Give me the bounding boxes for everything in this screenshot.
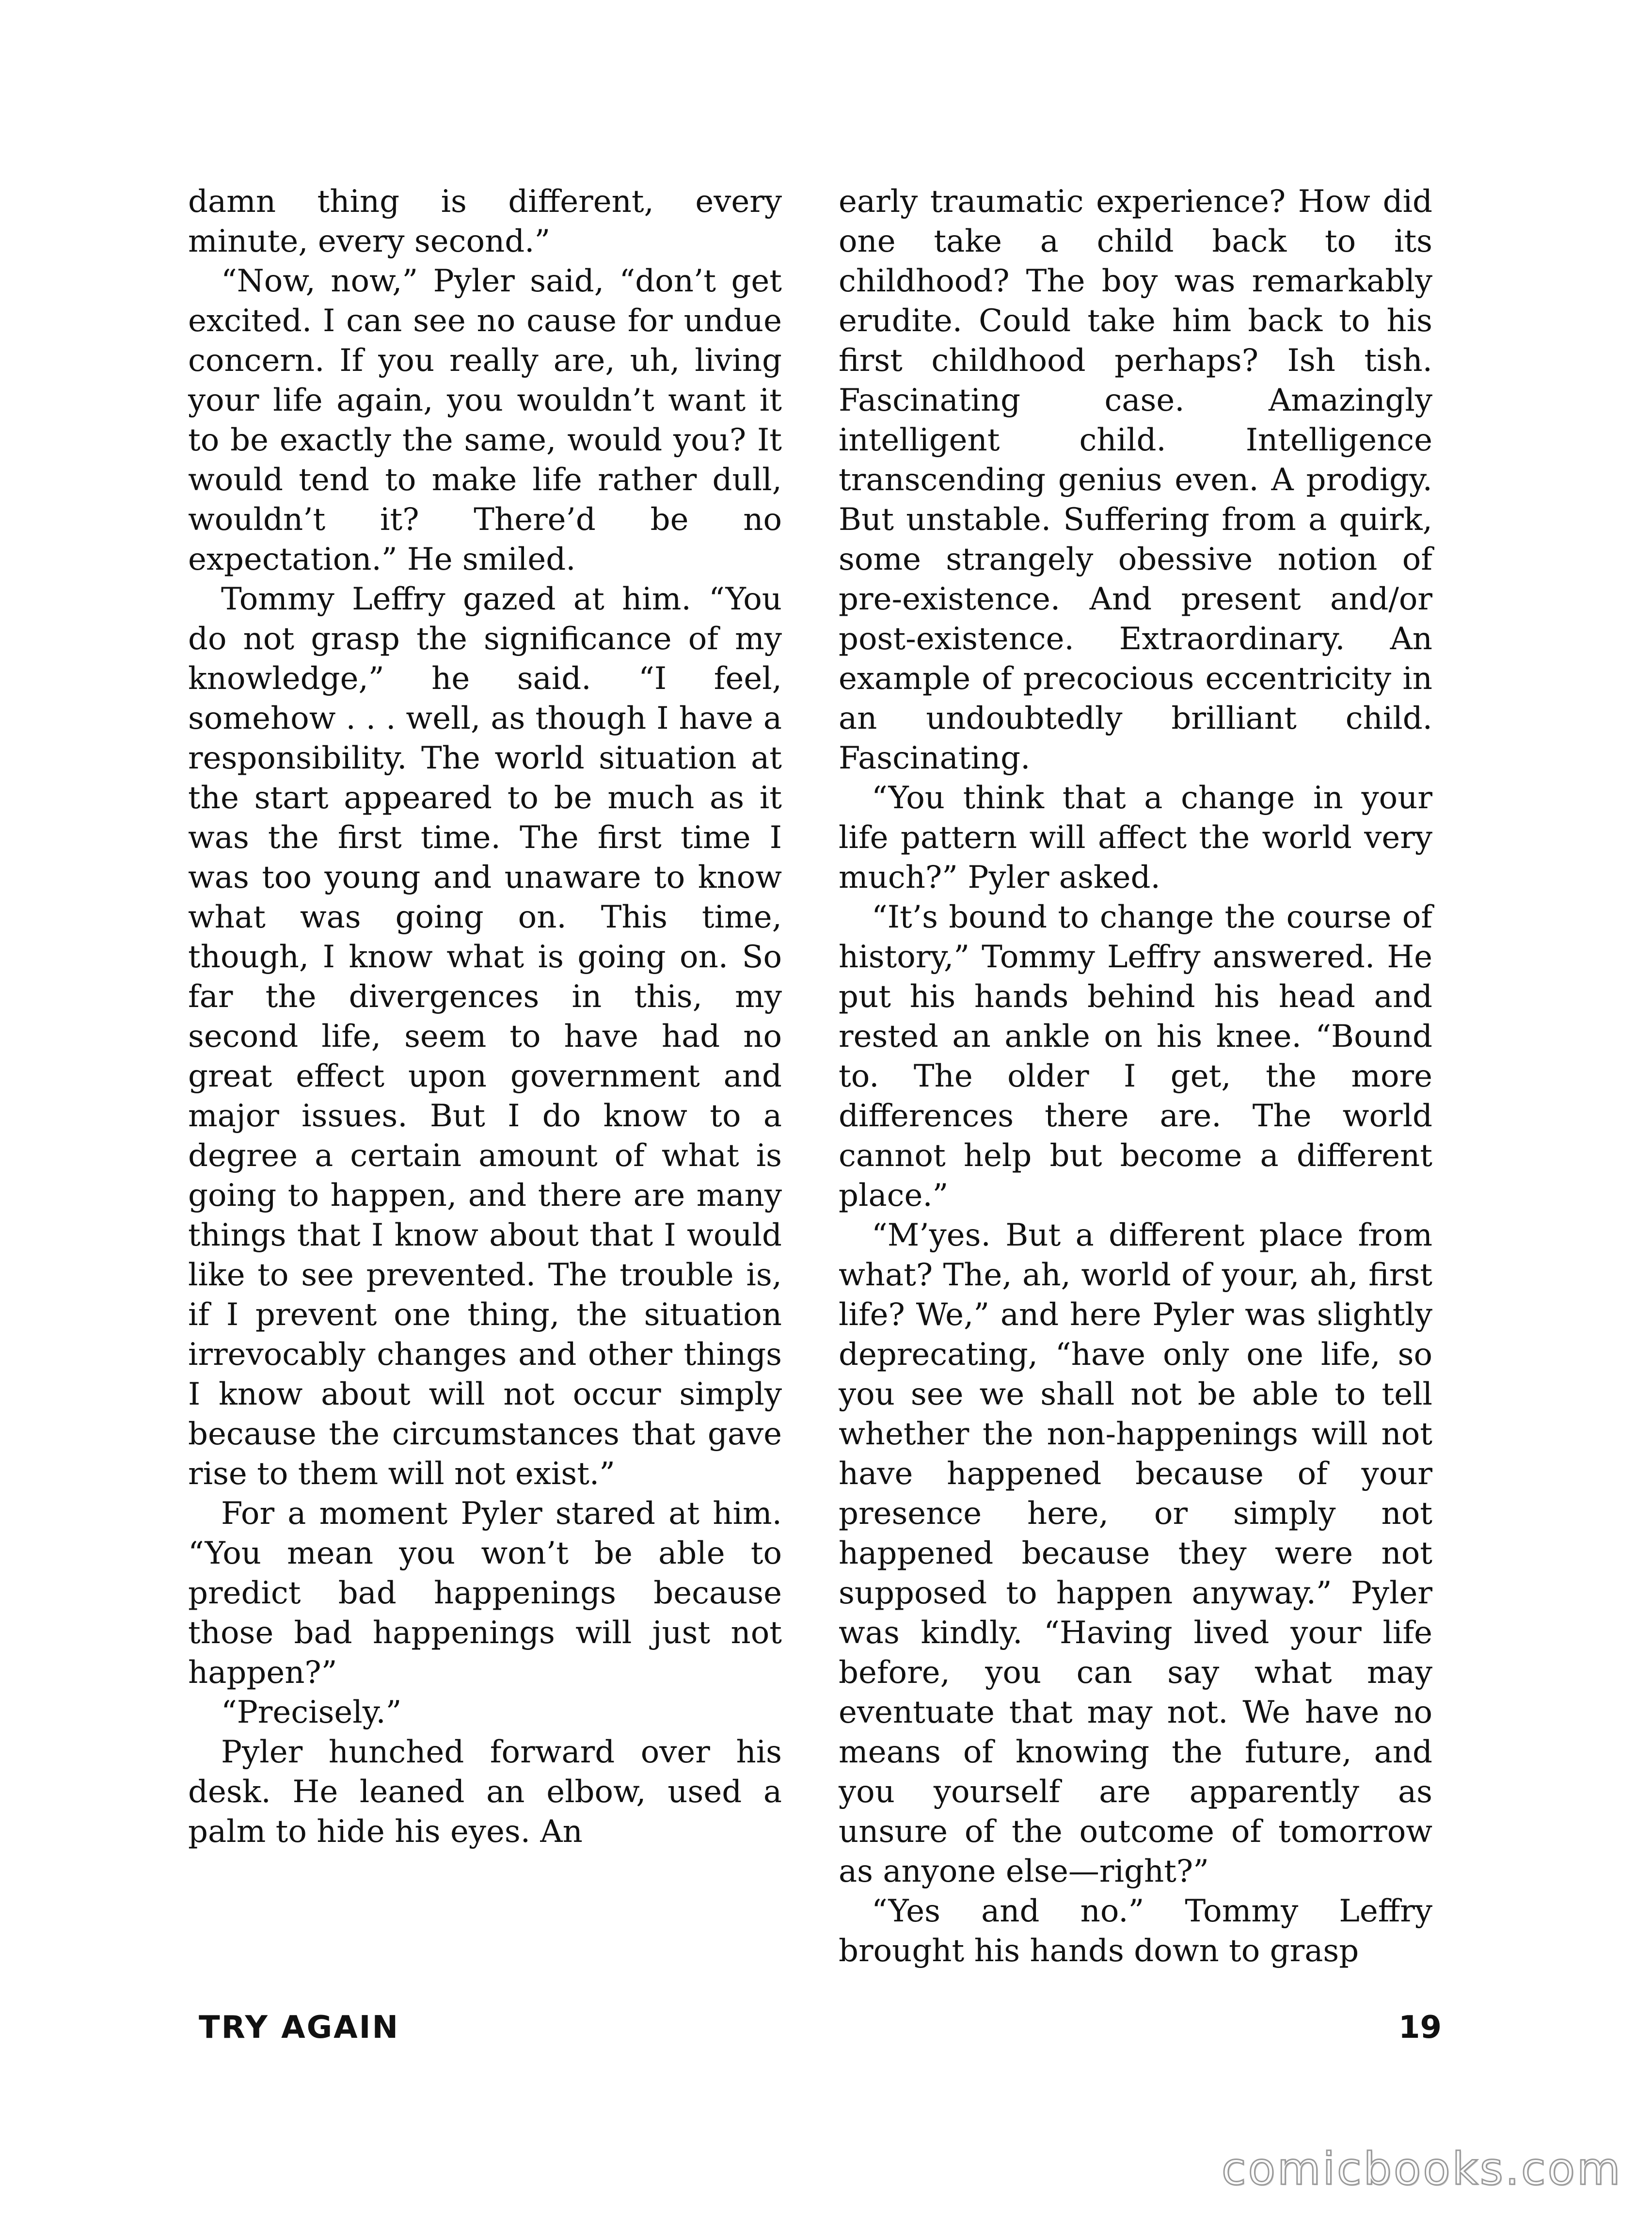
page-number: 19 [1398, 2010, 1442, 2046]
paragraph: “Precisely.” [221, 1695, 402, 1730]
paragraph: Pyler hunched forward over his desk. He leaned an elbow, used a palm to hide his eyes. An [188, 1734, 782, 1850]
paragraph: “Yes and no.” Tommy Leffry brought his hands down to grasp [839, 1893, 1432, 1969]
paragraph: For a moment Pyler stared at him. “You mean you won’t be able to predict bad happenings because those bad happenings will just not happen?” [188, 1496, 782, 1691]
right-text-column [839, 182, 1432, 1971]
watermark: comicbooks.com [1222, 2143, 1622, 2195]
paragraph: “It’s bound to change the course of history,” Tommy Leffry answered. He put his hands behind his head and rested an ankle on his knee. “Bound to. The older I get, the more differences there are. The world cannot help but become a different place.” [839, 899, 1432, 1214]
paragraph: “You think that a change in your life pattern will affect the world very much?” Pyler asked. [839, 780, 1432, 896]
paragraph-continued: early traumatic experience? How did one take a child back to its childhood? The boy was remarkably erudite. Could take him back to his first childhood perhaps? Ish tish. Fascinating case. Amazingly intelligent child. Intelligence transcending genius even. A prodigy. But unstable. Suffering from a quirk, some strangely obessive notion of pre-existence. And present and/or post-existence. Extraordinary. An example of precocious eccentricity in an undoubtedly brilliant child. Fascinating. [839, 184, 1432, 776]
paragraph-continued: damn thing is different, every minute, every second.” [188, 184, 782, 259]
paragraph: Tommy Leffry gazed at him. “You do not grasp the significance of my knowledge,” he said. “I feel, somehow . . . well, as though I have a responsibility. The world situation at the start appeared to be much as it was the first time. The first time I was too young and unaware to know what was going on. This time, though, I know what is going on. So far the divergences in this, my second life, seem to have had no great effect upon government and major issues. But I do know to a degree a certain amount of what is going to happen, and there are many things that I know about that I would like to see prevented. The trouble is, if I prevent one thing, the situation irrevocably changes and other things I know about will not occur simply because the circumstances that gave rise to them will not exist.” [188, 581, 782, 1492]
left-text-column [188, 182, 782, 1852]
paragraph: “Now, now,” Pyler said, “don’t get excited. I can see no cause for undue concern. If you really are, uh, living your life again, you wouldn’t want it to be exactly the same, would you? It would tend to make life rather dull, wouldn’t it? There’d be no expectation.” He smiled. [188, 263, 782, 577]
paragraph: “M’yes. But a different place from what? The, ah, world of your, ah, first life? We,” and here Pyler was slightly deprecating, “have only one life, so you see we shall not be able to tell whether the non-happenings will not have happened because of your presence here, or simply not happened because they were not supposed to happen anyway.” Pyler was kindly. “Having lived your life before, you can say what may eventuate that may not. We have no means of knowing the future, and you yourself are apparently as unsure of the outcome of tomorrow as anyone else—right?” [839, 1217, 1432, 1889]
running-footer-title: TRY AGAIN [199, 2010, 400, 2046]
